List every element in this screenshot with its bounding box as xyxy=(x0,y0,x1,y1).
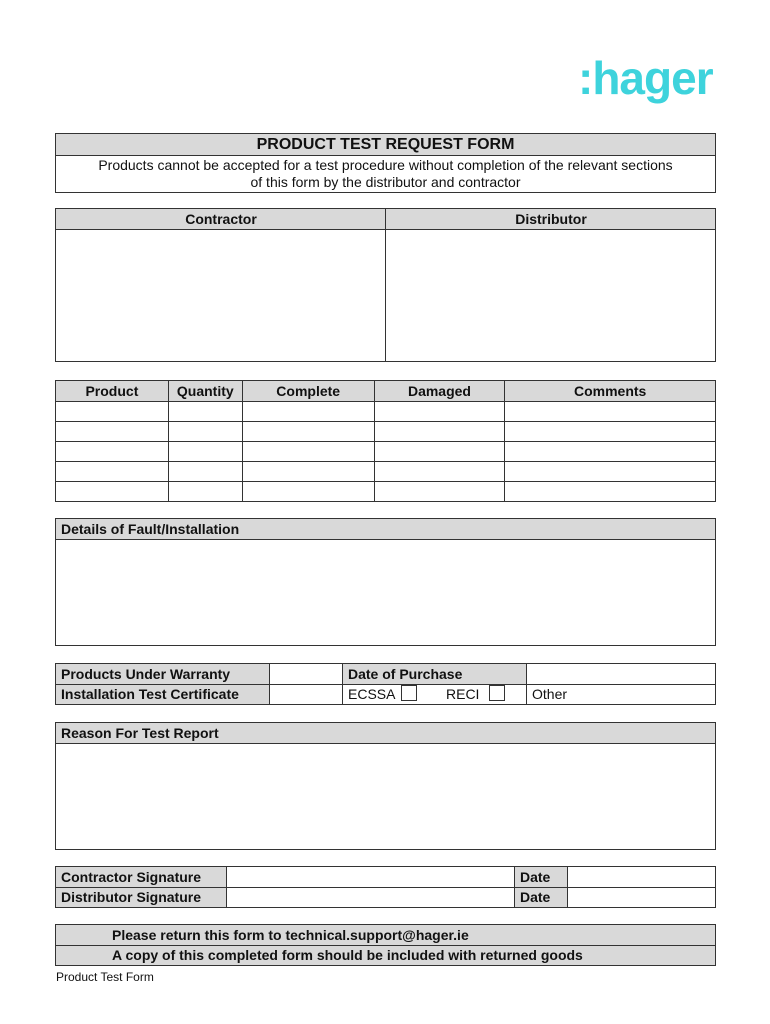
table-cell[interactable] xyxy=(56,402,169,422)
table-row xyxy=(56,462,716,482)
fault-field[interactable] xyxy=(56,541,715,645)
reason-label: Reason For Test Report xyxy=(56,723,715,744)
products-under-warranty-label: Products Under Warranty xyxy=(56,664,270,684)
reason-field[interactable] xyxy=(56,745,715,849)
table-cell[interactable] xyxy=(505,482,716,502)
col-header-complete: Complete xyxy=(242,381,374,402)
table-row xyxy=(56,482,716,502)
fault-box xyxy=(55,518,716,646)
table-cell[interactable] xyxy=(168,402,242,422)
col-header-quantity: Quantity xyxy=(168,381,242,402)
col-header-damaged: Damaged xyxy=(374,381,505,402)
ecssa-checkbox[interactable] xyxy=(401,685,417,701)
table-cell[interactable] xyxy=(242,482,374,502)
col-header-comments: Comments xyxy=(505,381,716,402)
table-cell[interactable] xyxy=(242,462,374,482)
logo-text: hager xyxy=(592,52,713,104)
table-cell[interactable] xyxy=(168,482,242,502)
table-cell[interactable] xyxy=(374,422,505,442)
other-label: Other xyxy=(532,686,568,702)
logo-prefix: : xyxy=(578,52,593,104)
reci-label: RECI xyxy=(446,686,480,702)
contractor-date-field[interactable] xyxy=(568,867,715,887)
contractor-signature-label: Contractor Signature xyxy=(56,867,227,887)
reason-box xyxy=(55,722,716,850)
products-table xyxy=(55,380,716,502)
other-field[interactable] xyxy=(527,685,715,704)
return-instructions-line-1: Please return this form to technical.support@hager.ie xyxy=(112,927,469,943)
date-of-purchase-field[interactable] xyxy=(527,664,715,684)
installation-test-certificate-label: Installation Test Certificate xyxy=(56,685,270,704)
table-cell[interactable] xyxy=(505,462,716,482)
table-cell[interactable] xyxy=(374,442,505,462)
reci-checkbox[interactable] xyxy=(489,685,505,701)
parties-divider xyxy=(385,209,386,361)
ecssa-label: ECSSA xyxy=(348,686,396,702)
table-cell[interactable] xyxy=(374,482,505,502)
table-cell[interactable] xyxy=(168,462,242,482)
contractor-label: Contractor xyxy=(185,211,257,227)
title-box xyxy=(55,133,716,193)
table-cell[interactable] xyxy=(505,442,716,462)
table-row xyxy=(56,442,716,462)
table-cell[interactable] xyxy=(374,462,505,482)
contractor-date-label: Date xyxy=(515,867,568,887)
table-cell[interactable] xyxy=(242,402,374,422)
contractor-signature-field[interactable] xyxy=(227,867,515,887)
certificate-field[interactable] xyxy=(270,685,343,704)
date-of-purchase-label: Date of Purchase xyxy=(343,664,527,684)
table-cell[interactable] xyxy=(56,462,169,482)
intro-line-1: Products cannot be accepted for a test procedure without completion of the relevant sections xyxy=(98,157,673,173)
return-instructions-box xyxy=(55,924,716,966)
distributor-signature-label: Distributor Signature xyxy=(56,888,227,907)
distributor-label: Distributor xyxy=(515,211,587,227)
contractor-field[interactable] xyxy=(56,231,385,361)
table-cell[interactable] xyxy=(242,442,374,462)
warranty-box xyxy=(55,663,716,705)
table-cell[interactable] xyxy=(56,442,169,462)
fault-label: Details of Fault/Installation xyxy=(56,519,715,540)
signature-box xyxy=(55,866,716,908)
footer-caption: Product Test Form xyxy=(56,970,154,984)
table-cell[interactable] xyxy=(168,442,242,462)
table-cell[interactable] xyxy=(374,402,505,422)
table-cell[interactable] xyxy=(168,422,242,442)
warranty-field[interactable] xyxy=(270,664,343,684)
form-title: PRODUCT TEST REQUEST FORM xyxy=(56,134,715,156)
table-cell[interactable] xyxy=(56,482,169,502)
ecssa-option[interactable] xyxy=(343,685,433,704)
intro-line-2: of this form by the distributor and contractor xyxy=(250,174,521,190)
table-cell[interactable] xyxy=(242,422,374,442)
table-cell[interactable] xyxy=(505,402,716,422)
parties-box xyxy=(55,208,716,362)
col-header-product: Product xyxy=(56,381,169,402)
table-cell[interactable] xyxy=(505,422,716,442)
distributor-signature-field[interactable] xyxy=(227,888,515,907)
distributor-date-field[interactable] xyxy=(568,888,715,907)
distributor-field[interactable] xyxy=(387,231,715,361)
return-instructions-line-2: A copy of this completed form should be included with returned goods xyxy=(112,947,583,963)
hager-logo xyxy=(578,52,713,104)
distributor-date-label: Date xyxy=(515,888,568,907)
table-row xyxy=(56,422,716,442)
table-row xyxy=(56,402,716,422)
table-cell[interactable] xyxy=(56,422,169,442)
reci-option[interactable] xyxy=(443,685,527,704)
